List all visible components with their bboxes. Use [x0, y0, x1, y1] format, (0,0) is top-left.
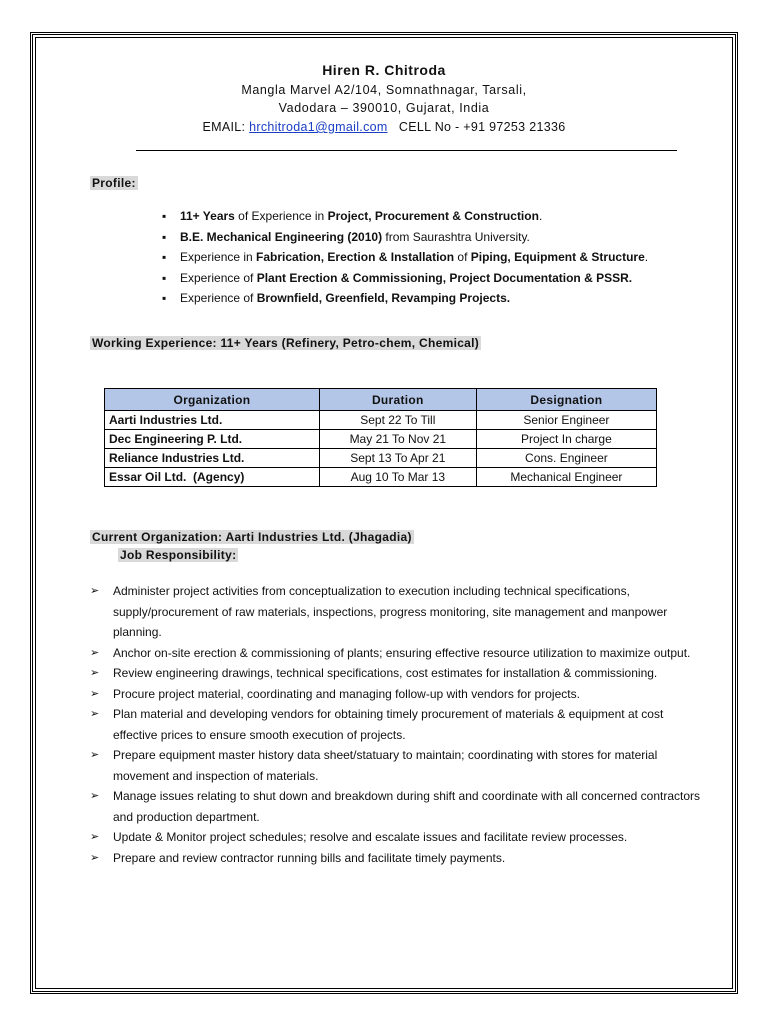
arrow-bullet-icon: ➢	[90, 708, 100, 720]
duty-text: Plan material and developing vendors for obtaining timely procurement of materials & equipment at cost effective prices to ensure smooth execution of projects.	[113, 707, 664, 742]
profile-item-text: Piping, Equipment & Structure	[470, 250, 645, 264]
duration-cell: May 21 To Nov 21	[319, 430, 476, 449]
column-header: Designation	[476, 389, 656, 411]
duration-cell: Aug 10 To Mar 13	[319, 468, 476, 487]
arrow-bullet-icon: ➢	[90, 687, 100, 700]
arrow-bullet-icon: ➢	[90, 646, 100, 659]
contact-line	[60, 120, 708, 134]
profile-item-text: Plant Erection & Commissioning, Project Documentation & PSSR.	[256, 270, 633, 285]
designation-cell: Mechanical Engineer	[476, 468, 656, 487]
duration-cell: Sept 13 To Apr 21	[319, 449, 476, 468]
organization-cell: Essar Oil Ltd. (Agency)	[105, 468, 320, 487]
profile-item	[160, 288, 648, 309]
email-label: EMAIL:	[202, 120, 250, 134]
profile-item-text: of	[454, 250, 471, 264]
profile-item	[160, 268, 648, 289]
arrow-bullet-icon: ➢	[90, 585, 100, 597]
duty-text: Anchor on-site erection & commissioning of plants; ensuring effective resource utilization to maximize output.	[113, 645, 691, 660]
duty-text: Administer project activities from conceptualization to execution including technical specifications, supply/procurement of raw materials, inspections, progress monitoring, site management and manpower planning.	[113, 584, 668, 639]
designation-cell: Project In charge	[476, 430, 656, 449]
organization-cell: Reliance Industries Ltd.	[105, 449, 320, 468]
table-row	[105, 430, 657, 449]
list-item	[90, 704, 710, 745]
list-item	[90, 684, 710, 705]
list-item	[90, 663, 710, 684]
profile-heading: Profile:	[92, 176, 136, 190]
candidate-name: Hiren R. Chitroda	[322, 62, 446, 78]
address-line-2: Vadodara – 390010, Gujarat, India	[278, 101, 490, 115]
duties-list	[90, 581, 710, 868]
profile-item	[160, 227, 648, 248]
duty-text: Update & Monitor project schedules; resolve and escalate issues and facilitate review processes.	[113, 830, 628, 844]
designation-cell: Cons. Engineer	[476, 449, 656, 468]
duty-text: Prepare equipment master history data sheet/statuary to maintain; coordinating with stores for material movement and inspection of materials.	[113, 748, 658, 783]
profile-item	[160, 247, 648, 268]
list-item	[90, 745, 710, 786]
duty-text: Procure project material, coordinating and managing follow-up with vendors for projects.	[113, 686, 580, 701]
profile-item-text: Brownfield, Greenfield, Revamping Projects.	[256, 291, 511, 305]
designation-cell: Senior Engineer	[476, 411, 656, 430]
duty-text: Manage issues relating to shut down and breakdown during shift and coordinate with all concerned contractors and production department.	[113, 789, 701, 824]
list-item	[90, 827, 710, 848]
list-item	[90, 581, 710, 643]
profile-item-text: Project, Procurement & Construction	[327, 209, 539, 223]
profile-item-text: B.E. Mechanical Engineering (2010)	[180, 229, 383, 244]
organization-cell: Aarti Industries Ltd.	[105, 411, 320, 430]
work-experience-heading: Working Experience: 11+ Years (Refinery, Petro-chem, Chemical)	[92, 336, 480, 350]
profile-item-text: from Saurashtra University.	[382, 229, 530, 244]
arrow-bullet-icon: ➢	[90, 851, 100, 864]
cell-label: CELL No -	[387, 120, 464, 134]
current-organization-heading: Current Organization: Aarti Industries Ltd. (Jhagadia)	[92, 530, 412, 544]
arrow-bullet-icon: ➢	[90, 667, 100, 679]
email-link[interactable]: hrchitroda1@gmail.com	[249, 120, 388, 134]
table-row	[105, 411, 657, 430]
profile-item-text: Experience in	[180, 250, 257, 264]
profile-item-text: Fabrication, Erection & Installation	[256, 250, 455, 264]
duty-text: Prepare and review contractor running bills and facilitate timely payments.	[113, 850, 506, 865]
column-header: Organization	[105, 389, 320, 411]
duration-cell: Sept 22 To Till	[319, 411, 476, 430]
profile-item-text: Experience of	[180, 291, 257, 305]
table-row	[105, 449, 657, 468]
profile-item-text: .	[644, 250, 649, 264]
column-header: Duration	[319, 389, 476, 411]
profile-item-text: of Experience in	[234, 209, 328, 223]
table-row	[105, 468, 657, 487]
profile-item-text: .	[538, 209, 543, 223]
arrow-bullet-icon: ➢	[90, 790, 100, 802]
profile-item	[160, 206, 648, 227]
table-header-row	[105, 389, 657, 411]
duty-text: Review engineering drawings, technical specifications, cost estimates for installation & commissioning.	[113, 666, 658, 680]
organization-cell: Dec Engineering P. Ltd.	[105, 430, 320, 449]
experience-table	[104, 388, 657, 487]
cell-number: +91 97253 21336	[463, 120, 566, 134]
profile-item-text: 11+ Years	[180, 209, 235, 223]
arrow-bullet-icon: ➢	[90, 831, 100, 843]
list-item	[90, 643, 710, 664]
job-responsibility-heading: Job Responsibility:	[120, 548, 237, 562]
profile-item-text: Experience of	[180, 270, 257, 285]
profile-list	[160, 206, 648, 309]
address-line-1: Mangla Marvel A2/104, Somnathnagar, Tarsali,	[241, 83, 527, 97]
list-item	[90, 848, 710, 869]
header-divider	[136, 150, 677, 151]
list-item	[90, 786, 710, 827]
arrow-bullet-icon: ➢	[90, 749, 100, 761]
